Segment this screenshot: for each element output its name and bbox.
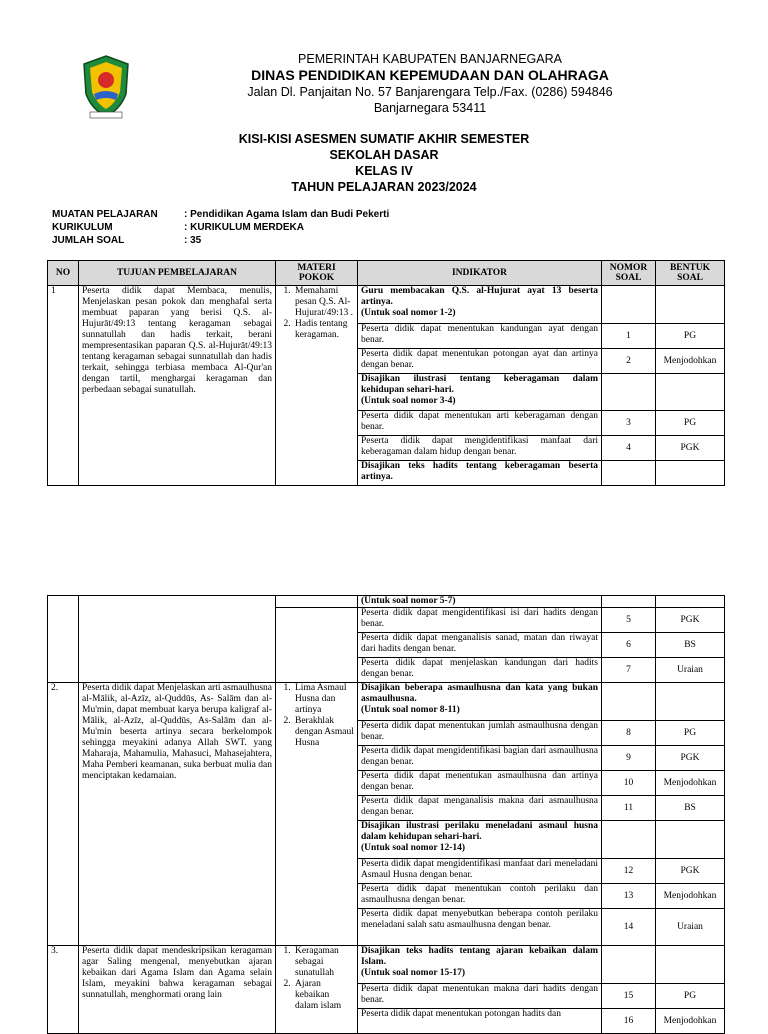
- indicator-stimulus: Disajikan teks hadits tentang ajaran kebaikan dalam Islam. (Untuk soal nomor 15-17): [358, 946, 602, 984]
- indicator: Peserta didik dapat menentukan potongan ayat dan artinya dengan benar.: [358, 349, 602, 374]
- question-number: [602, 286, 656, 324]
- indicator-stimulus: Disajikan beberapa asmaulhusna dan kata yang bukan asmaulhusna. (Untuk soal nomor 8-11): [358, 683, 602, 721]
- question-number: 15: [602, 984, 656, 1009]
- question-number: [602, 946, 656, 984]
- kisi-kisi-table-page2: [47, 595, 725, 1034]
- learning-objective: [79, 596, 276, 683]
- question-number: 4: [602, 436, 656, 461]
- question-type: PGK: [656, 608, 725, 633]
- question-number: 5: [602, 608, 656, 633]
- question-number: [602, 596, 656, 608]
- question-number: 10: [602, 771, 656, 796]
- question-number: [602, 461, 656, 486]
- row-number: 2.: [48, 683, 79, 946]
- regency-logo-icon: [80, 54, 132, 120]
- indicator: Peserta didik dapat mengidentifikasi manfaat dari keberagaman dalam hidup dengan benar.: [358, 436, 602, 461]
- col-nomor: NOMOR SOAL: [602, 261, 656, 286]
- question-number: [602, 821, 656, 859]
- question-type: PGK: [656, 859, 725, 884]
- row-number: [48, 596, 79, 683]
- header-city: Banjarnegara 53411: [373, 101, 487, 115]
- learning-objective: Peserta didik dapat mendeskripsikan keragaman agar Saling mengenal, menyebutkan ajaran kebaikan dari Agama Islam dan Agama selain Islam, meyakini bahwa keragaman sebagai sunnatullah, menghormati orang lain: [79, 946, 276, 1034]
- question-type: PG: [656, 324, 725, 349]
- question-type: Menjodohkan: [656, 771, 725, 796]
- question-number: [602, 374, 656, 411]
- question-number: 7: [602, 658, 656, 683]
- main-material: 1. Memahami pesan Q.S. Al-Hujurat/49:13 . 2. Hadis tentang keragaman.: [276, 286, 358, 486]
- indicator: Peserta didik dapat mengidentifikasi manfaat dari meneladani Asmaul Husna dengan benar.: [358, 859, 602, 884]
- indicator: Peserta didik dapat menentukan arti keberagaman dengan benar.: [358, 411, 602, 436]
- meta-question-count: JUMLAH SOAL : 35: [52, 235, 202, 246]
- question-number: 3: [602, 411, 656, 436]
- meta-subject: MUATAN PELAJARAN : Pendidikan Agama Islam dan Budi Pekerti: [52, 209, 390, 220]
- question-type: [656, 821, 725, 859]
- question-number: 16: [602, 1009, 656, 1034]
- indicator: Peserta didik dapat menentukan makna dari hadits dengan benar.: [358, 984, 602, 1009]
- indicator: Peserta didik dapat menentukan asmaulhusna dan artinya dengan benar.: [358, 771, 602, 796]
- header-agency: DINAS PENDIDIKAN KEPEMUDAAN DAN OLAHRAGA: [251, 67, 609, 83]
- question-type: Menjodohkan: [656, 884, 725, 909]
- main-material: [276, 596, 358, 608]
- question-number: 12: [602, 859, 656, 884]
- table-row: [48, 596, 725, 608]
- doc-school-level: SEKOLAH DASAR: [329, 148, 439, 162]
- indicator-stimulus: Disajikan ilustrasi tentang keberagaman dalam kehidupan sehari-hari. (Untuk soal nomor 3-4): [358, 374, 602, 411]
- question-type: [656, 683, 725, 721]
- question-type: [656, 946, 725, 984]
- main-material: 1. Keragaman sebagai sunatullah 2. Ajaran kebaikan dalam islam: [276, 946, 358, 1034]
- main-material: 1. Lima Asmaul Husna dan artinya 2. Berakhlak dengan Asmaul Husna: [276, 683, 358, 946]
- indicator: Peserta didik dapat menentukan potongan hadits dan: [358, 1009, 602, 1034]
- question-number: 1: [602, 324, 656, 349]
- learning-objective: Peserta didik dapat Membaca, menulis, Menjelaskan pesan pokok dan menghafal serta membuat paparan yang berisi Q.S. al-Hujurāt/49:13 tentang keragaman sebagai sunnatullah dan hadis terkait, berani mempresentasikan paparan Q.S. al-Hujurāt/49:13 tentang keragaman sebagai sunnatullah dan hadis terkait, sehingga terbiasa membaca Al-Qur'an dengan tartil, menghargai keragaman dan perbedaan sebagai sunatullah.: [79, 286, 276, 486]
- indicator: Peserta didik dapat menentukan contoh perilaku dan asmaulhusna dengan benar.: [358, 884, 602, 909]
- table-header-row: [48, 261, 725, 286]
- question-number: [602, 683, 656, 721]
- learning-objective: Peserta didik dapat Menjelaskan arti asmaulhusna al-Mālik, al-Azīz, al-Quddūs, As- Salām dan al-Mu'min, dapat membuat karya berupa kaligraf al-Mālik, al-Azīz, al-Quddūs, As-Salām dan al-Mu'min beserta artinya secara berkelompok sehingga meyakini adanya Allah SWT. yang Maharaja, Mahamulia, Mahasuci, Mahasejahtera, Maha Pemberi keamanan, suka berbuat mulia dan menciptakan kedamaian.: [79, 683, 276, 946]
- question-number: 6: [602, 633, 656, 658]
- question-type: Uraian: [656, 658, 725, 683]
- question-type: Menjodohkan: [656, 1009, 725, 1034]
- col-tujuan: TUJUAN PEMBELAJARAN: [79, 261, 276, 286]
- question-type: Menjodohkan: [656, 349, 725, 374]
- indicator: Peserta didik dapat menjelaskan kandungan dari hadits dengan benar.: [358, 658, 602, 683]
- question-number: 14: [602, 909, 656, 946]
- col-no: NO: [48, 261, 79, 286]
- question-type: [656, 286, 725, 324]
- indicator: Peserta didik dapat menentukan kandungan ayat dengan benar.: [358, 324, 602, 349]
- indicator-stimulus: Disajikan teks hadits tentang keberagaman beserta artinya.: [358, 461, 602, 486]
- indicator: Peserta didik dapat mengidentifikasi bagian dari asmaulhusna dengan benar.: [358, 746, 602, 771]
- question-type: [656, 374, 725, 411]
- indicator-stimulus: (Untuk soal nomor 5-7): [358, 596, 602, 608]
- question-type: BS: [656, 796, 725, 821]
- question-type: [656, 596, 725, 608]
- indicator: Peserta didik dapat menentukan jumlah asmaulhusna dengan benar.: [358, 721, 602, 746]
- header-government: PEMERINTAH KABUPATEN BANJARNEGARA: [298, 52, 562, 66]
- question-number: 2: [602, 349, 656, 374]
- col-materi: MATERI POKOK: [276, 261, 358, 286]
- indicator: Peserta didik dapat menyebutkan beberapa contoh perilaku meneladani salah satu asmaulhusna dengan benar.: [358, 909, 602, 946]
- indicator: Peserta didik dapat mengidentifikasi isi dari hadits dengan benar.: [358, 608, 602, 633]
- question-type: PGK: [656, 436, 725, 461]
- table-row: [48, 683, 725, 721]
- header-address: Jalan Dl. Panjaitan No. 57 Banjarengara Telp./Fax. (0286) 594846: [247, 85, 613, 99]
- main-material: [276, 608, 358, 683]
- question-type: PG: [656, 411, 725, 436]
- doc-title: KISI-KISI ASESMEN SUMATIF AKHIR SEMESTER: [238, 132, 530, 146]
- indicator: Peserta didik dapat menganalisis makna dari asmaulhusna dengan benar.: [358, 796, 602, 821]
- col-bentuk: BENTUK SOAL: [656, 261, 725, 286]
- question-number: 13: [602, 884, 656, 909]
- row-number: 1: [48, 286, 79, 486]
- question-number: 9: [602, 746, 656, 771]
- table-row: [48, 946, 725, 984]
- question-type: [656, 461, 725, 486]
- indicator-stimulus: Disajikan ilustrasi perilaku meneladani asmaul husna dalam kehidupan sehari-hari. (Untuk soal nomor 12-14): [358, 821, 602, 859]
- question-type: Uraian: [656, 909, 725, 946]
- doc-year: TAHUN PELAJARAN 2023/2024: [291, 180, 477, 194]
- question-type: PG: [656, 721, 725, 746]
- question-type: PGK: [656, 746, 725, 771]
- table-row: [48, 286, 725, 324]
- meta-curriculum: KURIKULUM : KURIKULUM MERDEKA: [52, 222, 304, 233]
- indicator: Peserta didik dapat menganalisis sanad, matan dan riwayat dari hadits dengan benar.: [358, 633, 602, 658]
- question-type: BS: [656, 633, 725, 658]
- question-number: 8: [602, 721, 656, 746]
- kisi-kisi-table-page1: [47, 260, 725, 486]
- col-indikator: INDIKATOR: [358, 261, 602, 286]
- row-number: 3.: [48, 946, 79, 1034]
- question-type: PG: [656, 984, 725, 1009]
- indicator-stimulus: Guru membacakan Q.S. al-Hujurat ayat 13 beserta artinya. (Untuk soal nomor 1-2): [358, 286, 602, 324]
- doc-class: KELAS IV: [355, 164, 413, 178]
- question-number: 11: [602, 796, 656, 821]
